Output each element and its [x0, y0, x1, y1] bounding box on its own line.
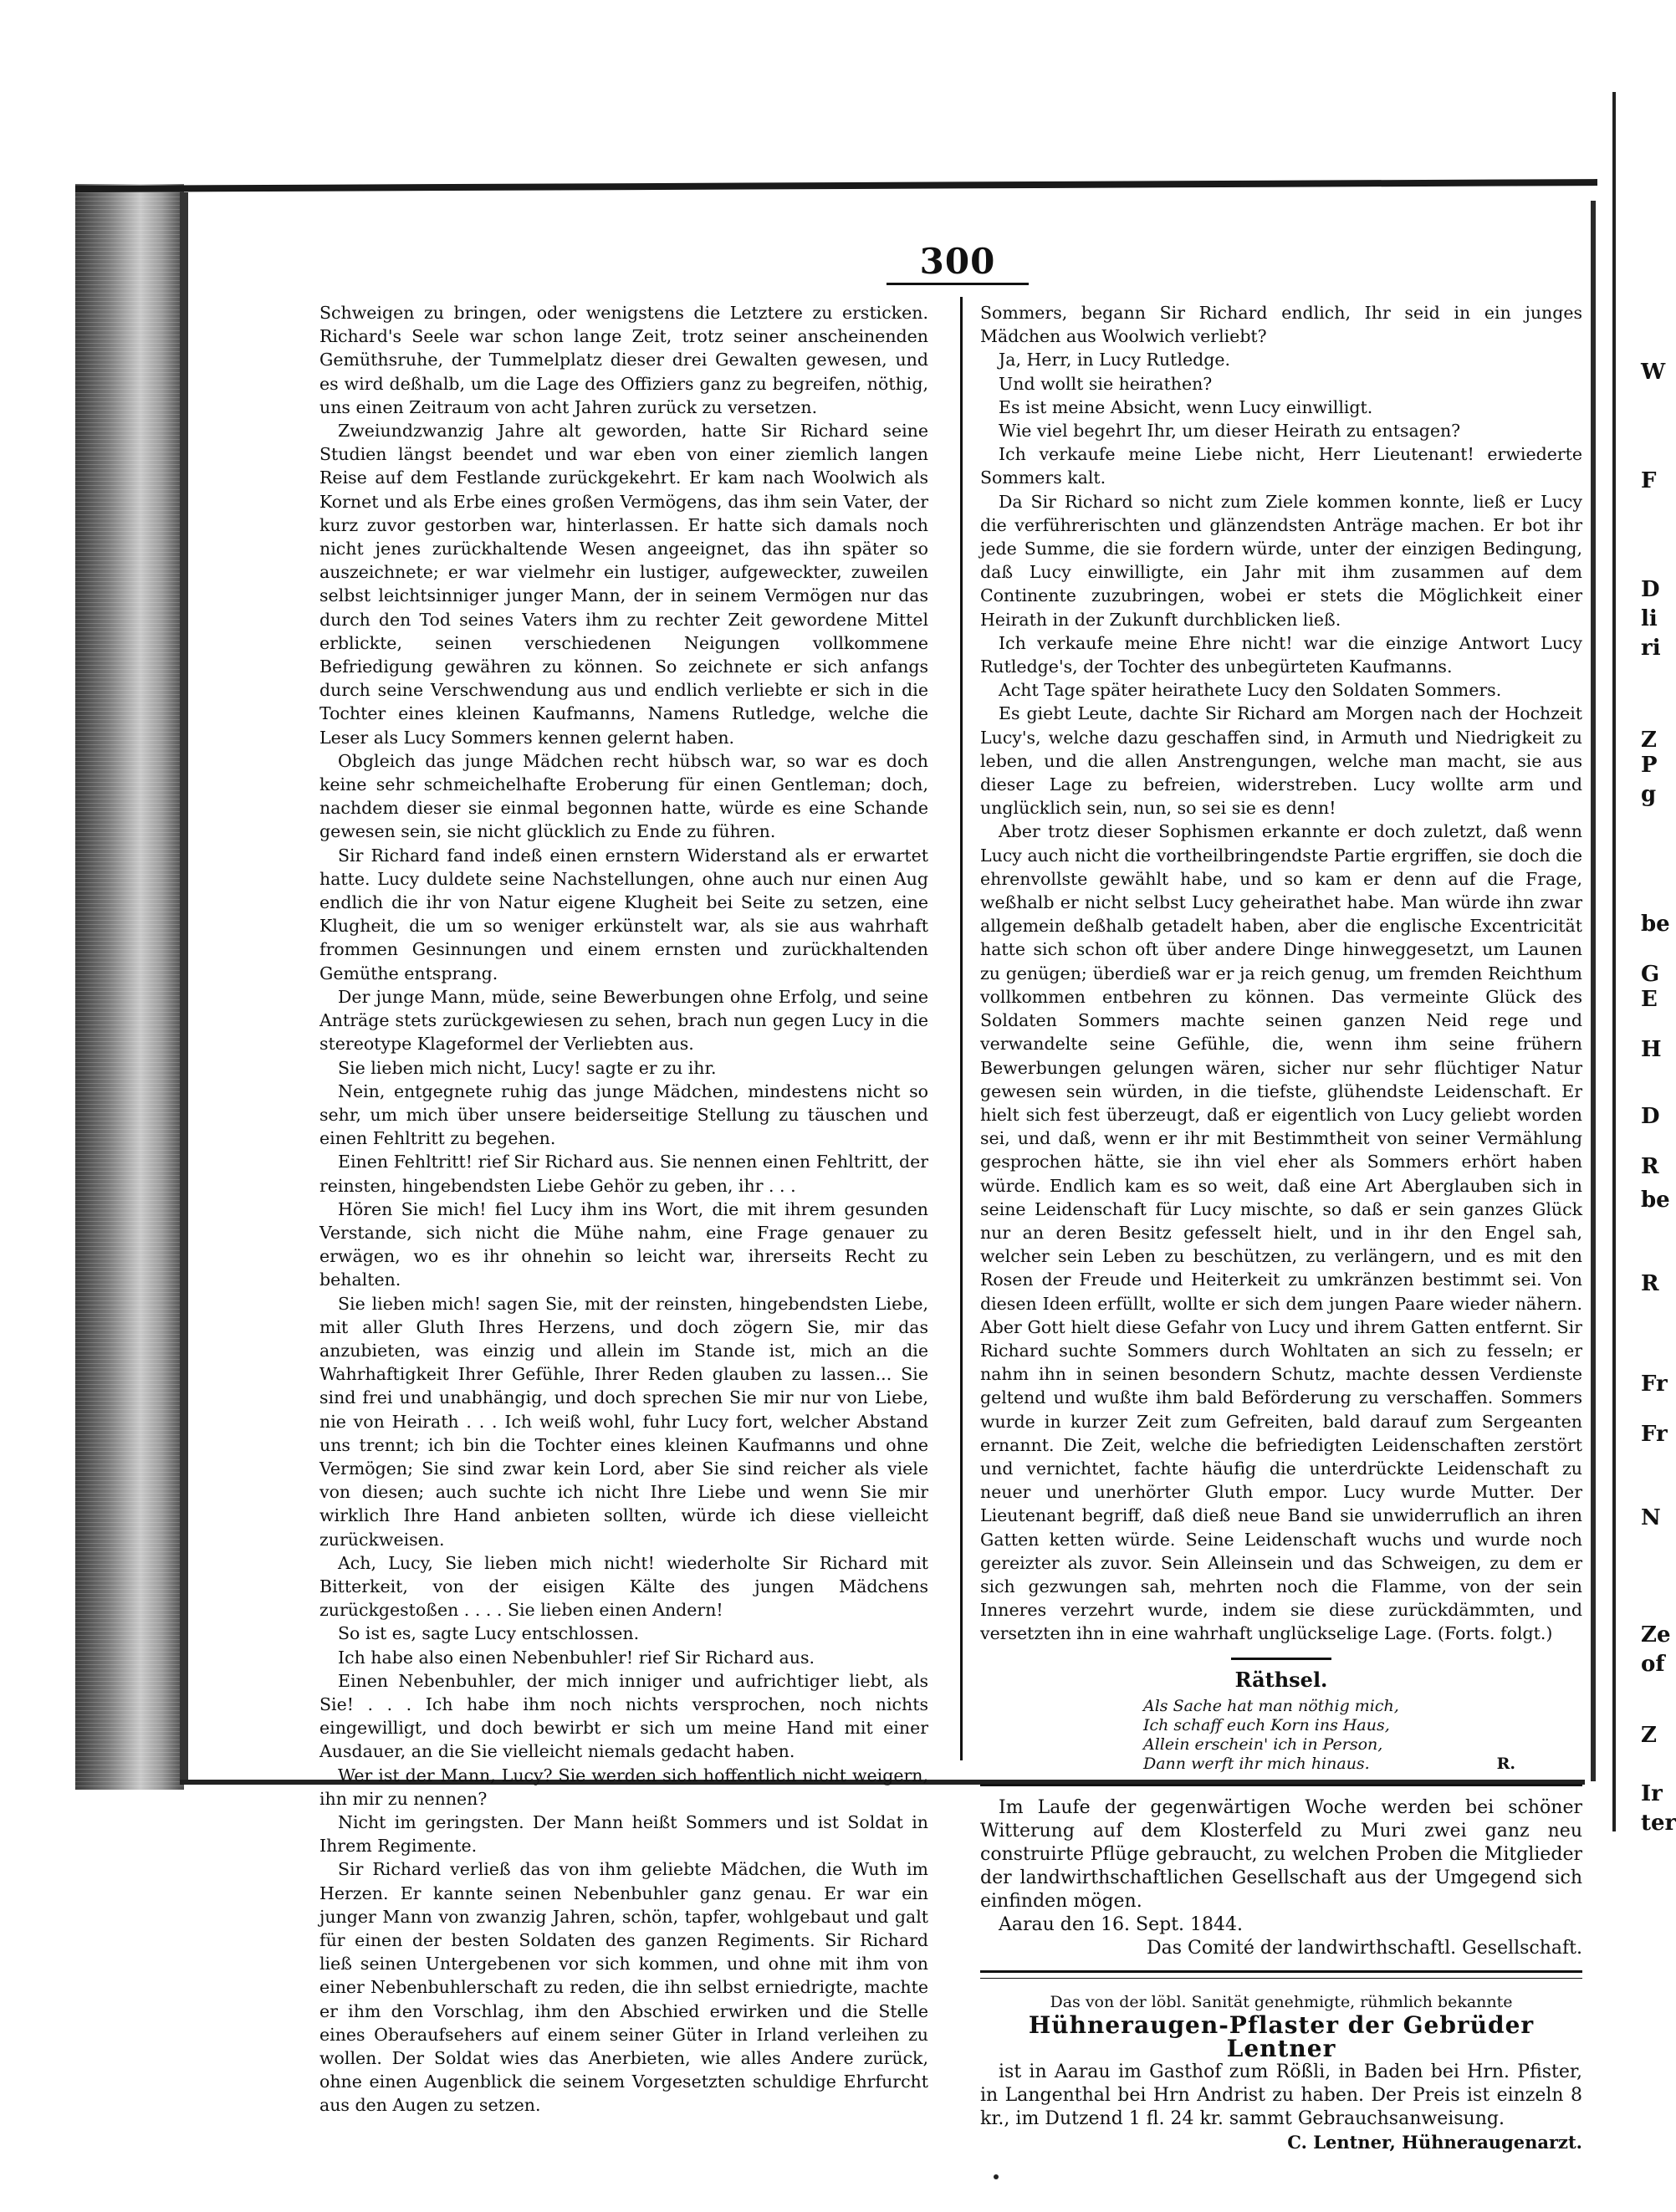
paragraph: Und wollt sie heirathen?: [999, 373, 1213, 394]
riddle-verse: [1143, 1697, 1582, 1774]
edge-fragment: G: [1641, 962, 1660, 987]
riddle-line: Als Sache hat man nöthig mich,: [1143, 1696, 1399, 1715]
paragraph: Obgleich das junge Mädchen recht hübsch war, so war es doch keine sehr schmeichelhafte Eroberung für einen Gentleman; doch, nachdem dieser sie einmal begonnen hatte, würde es eine Schande gewesen sein, sie nicht glücklich zu Ende zu führen.: [319, 750, 928, 842]
ad-headline: Das von der löbl. Sanität genehmigte, rühmlich bekannte: [1050, 1992, 1513, 2011]
edge-fragment: R: [1641, 1271, 1659, 1296]
edge-fragment: be: [1641, 1188, 1670, 1213]
paragraph: Sommers, begann Sir Richard endlich, Ihr seid in ein junges Mädchen aus Woolwich verliebt?: [980, 303, 1582, 347]
paragraph: Sir Richard verließ das von ihm geliebte Mädchen, die Wuth im Herzen. Er kannte seinen Nebenbuhler ganz genau. Er war ein junger Mann von zwanzig Jahren, schön, tapfer, wohlgebaut und galt für einen der besten Soldaten des ganzen Regiments. Sir Richard ließ seinen Untergebenen vor sich kommen, und ohne mit ihm von einer Nebenbuhlerschaft zu reden, die ihn selbst erniedrigte, machte er ihm den Vorschlag, ihm den Abschied erwirken und die Stelle eines Oberaufsehers auf einem seiner Güter in Irland verleihen zu wollen. Der Soldat wies das Anerbieten, wie alles Andere zurück, ohne einen Augenblick die seinem Vorgesetzten schuldige Ehrfurcht aus den Augen zu setzen.: [319, 1859, 928, 2116]
riddle-line: Allein erschein' ich in Person,: [1143, 1734, 1383, 1754]
paragraph: Einen Fehltritt! rief Sir Richard aus. Sie nennen einen Fehltritt, der reinsten, hingebendsten Liebe Gehör zu geben, ihr . . .: [319, 1152, 928, 1196]
paragraph: Ach, Lucy, Sie lieben mich nicht! wiederholte Sir Richard mit Bitterkeit, von der eisigen Kälte des jungen Mädchens zurückgestoßen . . . . Sie lieben einen Andern!: [319, 1552, 928, 1621]
edge-fragment: Ze: [1641, 1622, 1671, 1648]
edge-fragment: D: [1641, 577, 1660, 602]
advertisement: [980, 1990, 1582, 2155]
edge-fragment: ter: [1641, 1811, 1676, 1836]
edge-fragment: Ir: [1641, 1781, 1663, 1806]
riddle-line: Dann werft ihr mich hinaus.: [1143, 1754, 1370, 1773]
edge-fragment: W: [1641, 360, 1666, 385]
paragraph: Wie viel begehrt Ihr, um dieser Heirath zu entsagen?: [999, 421, 1461, 442]
edge-fragment: be: [1641, 912, 1670, 937]
edge-fragment: Z: [1641, 1723, 1657, 1748]
notice-signature: Das Comité der landwirthschaftl. Gesellschaft.: [1146, 1937, 1582, 1959]
section-rule-double: [980, 1970, 1582, 1979]
paragraph: Sir Richard fand indeß einen ernstern Widerstand als er erwartet hatte. Lucy duldete seine Nachstellungen, ohne auch nur einen Aug endlich die ihr von Natur eigene Klugheit bei Seite zu setzen, eine Klugheit, die um so weniger erkünstelt war, als sie aus wahrhaft frommen Gesinnungen und einem ernsten und zurückhaltenden Gemüthe entsprang.: [319, 845, 928, 983]
edge-fragment: D: [1641, 1104, 1660, 1129]
edge-fragment: g: [1641, 782, 1657, 807]
paragraph: Ja, Herr, in Lucy Rutledge.: [999, 350, 1230, 370]
spine-right: [1591, 201, 1596, 1781]
edge-fragment: Z: [1641, 728, 1657, 753]
page-number-rule: [887, 283, 1029, 285]
paragraph: Nein, entgegnete ruhig das junge Mädchen, mindestens nicht so sehr, um mich über unsere beiderseitige Stellung zu täuschen und einen Fehltritt zu begehen.: [319, 1080, 928, 1149]
paragraph: Ich verkaufe meine Ehre nicht! war die einzige Antwort Lucy Rutledge's, der Tochter des unbegürteten Kaufmanns.: [980, 632, 1582, 677]
paragraph: Sie lieben mich nicht, Lucy! sagte er zu ihr.: [338, 1057, 717, 1078]
notice-dateline: Aarau den 16. Sept. 1844.: [999, 1913, 1244, 1935]
riddle-signature: R.: [1496, 1754, 1515, 1773]
edge-fragment: Fr: [1641, 1422, 1668, 1447]
edge-fragment: R: [1641, 1154, 1659, 1179]
paragraph: Aber trotz dieser Sophismen erkannte er doch zuletzt, daß wenn Lucy auch nicht die vortheilbringendste Partie ergriffen, sie doch die ehrenvollste gewählt habe, und so kam er denn auf die Frage, weßhalb er nicht selbst Lucy geheirathet habe. Man würde ihn zwar allgemein deßhalb getadelt haben, aber die englische Excentricität hatte sich schon oft über andere Dinge hinweggesetzt, um Launen zu genügen; überdieß war er ja reich genug, um fremden Reichthum vollkommen entbehren zu können. Das vermeinte Glück des Soldaten Sommers machte seinen ganzen Neid rege und verwandelte seine Gefühle, die, wenn ihm seine frühern Bewerbungen gelungen wären, sicher nur sehr flüchtiger Natur gewesen sein würden, in die tiefste, glühendste Leidenschaft. Er hielt sich fest überzeugt, daß er eigentlich von Lucy geliebt worden sei, und daß, wenn er ihr mit Bestimmtheit von seiner Vermählung gesprochen hätte, sie ihn viel eher als Sommers erhört haben würde. Endlich kam es so weit, daß eine Art Aberglauben sich in seine Leidenschaft für Lucy mischte, so daß er sein ganzes Glück nur an deren Besitz gefesselt hielt, und in ihr den Engel sah, welcher sein Leben zu beschützen, zu verlängern, und es mit den Rosen der Freude und Heiterkeit zu umkränzen bestimmt sei. Von diesen Ideen erfüllt, wollte er sich dem jungen Paare wieder nähern. Aber Gott hielt diese Gefahr von Lucy und ihrem Gatten entfernt. Sir Richard suchte Sommers durch Wohltaten an sich zu fesseln; er nahm ihn in seinen besondern Schutz, machte dessen Verdienste geltend und wußte ihm bald Beförderung zu verschaffen. Sommers wurde in kurzer Zeit zum Gefreiten, bald darauf zum Sergeanten ernannt. Die Zeit, welche die befriedigten Leidenschaften zerstört und vernichtet, fachte häufig die unterdrückte Leidenschaft zu neuer und unerhörter Gluth empor. Lucy wurde Mutter. Der Lieutenant begriff, daß dieß neue Band sie unwiderruflich an ihren Gatten ketten würde. Seine Leidenschaft wuchs und wurde noch gereizter als zuvor. Sein Alleinsein und das Schweigen, zu dem er sich gezwungen sah, mehrten noch die Flamme, von der sein Inneres verzehrt wurde, indem sie diese zurückdämmten, und versetzten ihn in eine wahrhaft unglückselige Lage. (Forts. folgt.): [980, 821, 1582, 1644]
ad-title: Hühneraugen-Pflaster der Gebrüder Lentner: [1028, 2010, 1535, 2063]
edge-fragment: li: [1641, 606, 1658, 631]
edge-fragment: Fr: [1641, 1372, 1668, 1397]
page-shadow: [180, 192, 188, 1781]
left-column: [319, 301, 928, 2117]
edge-fragment: P: [1641, 753, 1658, 778]
paragraph: Ich verkaufe meine Liebe nicht, Herr Lieutenant! erwiederte Sommers kalt.: [980, 444, 1582, 488]
section-rule: [980, 1784, 1582, 1786]
edge-fragment: of: [1641, 1652, 1665, 1677]
ad-body: ist in Aarau im Gasthof zum Rößli, in Baden bei Hrn. Pfister, in Langenthal bei Hrn Andrist zu haben. Der Preis ist einzeln 8 kr., im Dutzend 1 fl. 24 kr. sammt Gebrauchsanweisung.: [980, 2061, 1582, 2130]
spine-right-outer: [1612, 92, 1616, 1831]
notice: [980, 1796, 1582, 1960]
paragraph: Zweiundzwanzig Jahre alt geworden, hatte Sir Richard seine Studien längst beendet und war eben von einer ziemlich langen Reise auf dem Festlande zurückgekehrt. Er kam nach Woolwich als Kornet und als Erbe eines großen Vermögens, das ihm sein Vater, der kurz zuvor gestorben war, hinterlassen. Er hatte sich damals noch nicht jenes zurückhaltende Wesen angeeignet, das ihn später so auszeichnete; er war vielmehr ein lustiger, aufgeweckter, zuweilen selbst leichtsinniger junger Mann, der in seinem Vermögen nur das durch den Tod seines Vaters ihm zu rechter Zeit gewordene Mittel erblickte, seinen verschiedenen Neigungen vollkommene Befriedigung gewähren zu können. So zeichnete er sich anfangs durch seine Verschwendung aus und endlich verliebte er sich in die Tochter eines kleinen Kaufmanns, Namens Rutledge, welche die Leser als Lucy Sommers kennen gelernt haben.: [319, 421, 928, 748]
book-edge: [75, 184, 184, 1790]
paragraph: So ist es, sagte Lucy entschlossen.: [338, 1623, 640, 1644]
paragraph: Schweigen zu bringen, oder wenigstens die Letztere zu ersticken. Richard's Seele war schon lange Zeit, trotz seiner anscheinenden Gemüthsruhe, der Tummelplatz dieser drei Gewalten gewesen, und es wird deßhalb, um die Lage des Offiziers ganz zu begreifen, nöthig, uns einen Zeitraum von acht Jahren zurück zu versetzen.: [319, 303, 928, 417]
edge-fragment: E: [1641, 987, 1658, 1012]
top-rule: [75, 179, 1597, 192]
right-column: [980, 301, 1582, 2155]
paragraph: Es giebt Leute, dachte Sir Richard am Morgen nach der Hochzeit Lucy's, welche dazu geschaffen sind, in Armuth und Niedrigkeit zu leben, und die allen Anstrengungen, welche man macht, sie aus dieser Lage zu befreien, widerstreben. Lucy wollte arm und unglücklich sein, nun, so sei sie es denn!: [980, 703, 1582, 819]
section-separator: [1231, 1658, 1331, 1660]
paragraph: Der junge Mann, müde, seine Bewerbungen ohne Erfolg, und seine Anträge stets zurückgewiesen zu sehen, brach nun gegen Lucy in die stereotype Klageformel der Verliebten aus.: [319, 986, 928, 1055]
ad-signature: C. Lentner, Hühneraugenarzt.: [1287, 2132, 1582, 2153]
page-number: 300: [919, 241, 996, 282]
paragraph: Es ist meine Absicht, wenn Lucy einwilligt.: [999, 396, 1373, 417]
paragraph: Einen Nebenbuhler, der mich inniger und aufrichtiger liebt, als Sie! . . . Ich habe ihm noch nichts versprochen, noch nichts eingewilligt, und doch bewirbt er sich um meine Hand mit einer Ausdauer, an die Sie vielleicht niemals gedacht haben.: [319, 1670, 928, 1762]
paragraph: Nicht im geringsten. Der Mann heißt Sommers und ist Soldat in Ihrem Regimente.: [319, 1812, 928, 1857]
paragraph: Wer ist der Mann, Lucy? Sie werden sich hoffentlich nicht weigern, ihn mir zu nennen?: [319, 1765, 928, 1809]
edge-fragment: N: [1641, 1505, 1661, 1530]
column-divider: [960, 297, 963, 1760]
paragraph: Da Sir Richard so nicht zum Ziele kommen konnte, ließ er Lucy die verführerischten und glänzendsten Anträge machen. Er bot ihr jede Summe, die sie fordern würde, unter der einzigen Bedingung, daß Lucy einwilligte, ein Jahr mit ihm zusammen auf dem Continente zuzubringen, wobei er stets die Möglichkeit einer Heirath in der Zukunft durchblicken ließ.: [980, 491, 1582, 630]
edge-fragment: ri: [1641, 636, 1661, 661]
paragraph: Ich habe also einen Nebenbuhler! rief Sir Richard aus.: [338, 1647, 815, 1668]
paragraph: Hören Sie mich! fiel Lucy ihm ins Wort, die mit ihrem gesunden Verstande, sich nicht die Mühe nahm, eine Frage genauer zu erwägen, wo es ihr ohnehin so leicht war, ihrerseits Recht zu behalten.: [319, 1198, 928, 1290]
notice-text: Im Laufe der gegenwärtigen Woche werden bei schöner Witterung auf dem Klosterfeld zu Muri zwei ganz neu construirte Pflüge gebraucht, zu welchen Proben die Mitglieder der landwirthschaftlichen Gesellschaft aus der Umgegend sich einfinden mögen.: [980, 1796, 1582, 1912]
paragraph: Acht Tage später heirathete Lucy den Soldaten Sommers.: [999, 680, 1502, 701]
riddle-title: Räthsel.: [1234, 1667, 1328, 1692]
paragraph: Sie lieben mich! sagen Sie, mit der reinsten, hingebendsten Liebe, mit aller Gluth Ihres Herzens, und doch zögern Sie, mir das anzubieten, was einzig und allein im Stande ist, mich an die Wahrhaftigkeit Ihrer Gefühle, Ihrer Reden glauben zu lassen... Sie sind frei und unabhängig, und doch sprechen Sie mir nur von Liebe, nie von Heirath . . . Ich weiß wohl, fuhr Lucy fort, welcher Abstand uns trennt; ich bin die Tochter eines kleinen Kaufmanns und ohne Vermögen; Sie sind zwar kein Lord, aber Sie sind reicher als viele von diesen; auch suchte ich nicht Ihre Liebe und wenn Sie mir wirklich Ihre Hand anbieten sollten, würde ich diese vielleicht zurückweisen.: [319, 1293, 928, 1550]
edge-fragment: F: [1641, 468, 1657, 493]
riddle-line: Ich schaff euch Korn ins Haus,: [1143, 1715, 1390, 1734]
edge-fragment: H: [1641, 1037, 1662, 1062]
scan-speck: [994, 2174, 999, 2179]
riddle-line-last: [1143, 1755, 1582, 1774]
